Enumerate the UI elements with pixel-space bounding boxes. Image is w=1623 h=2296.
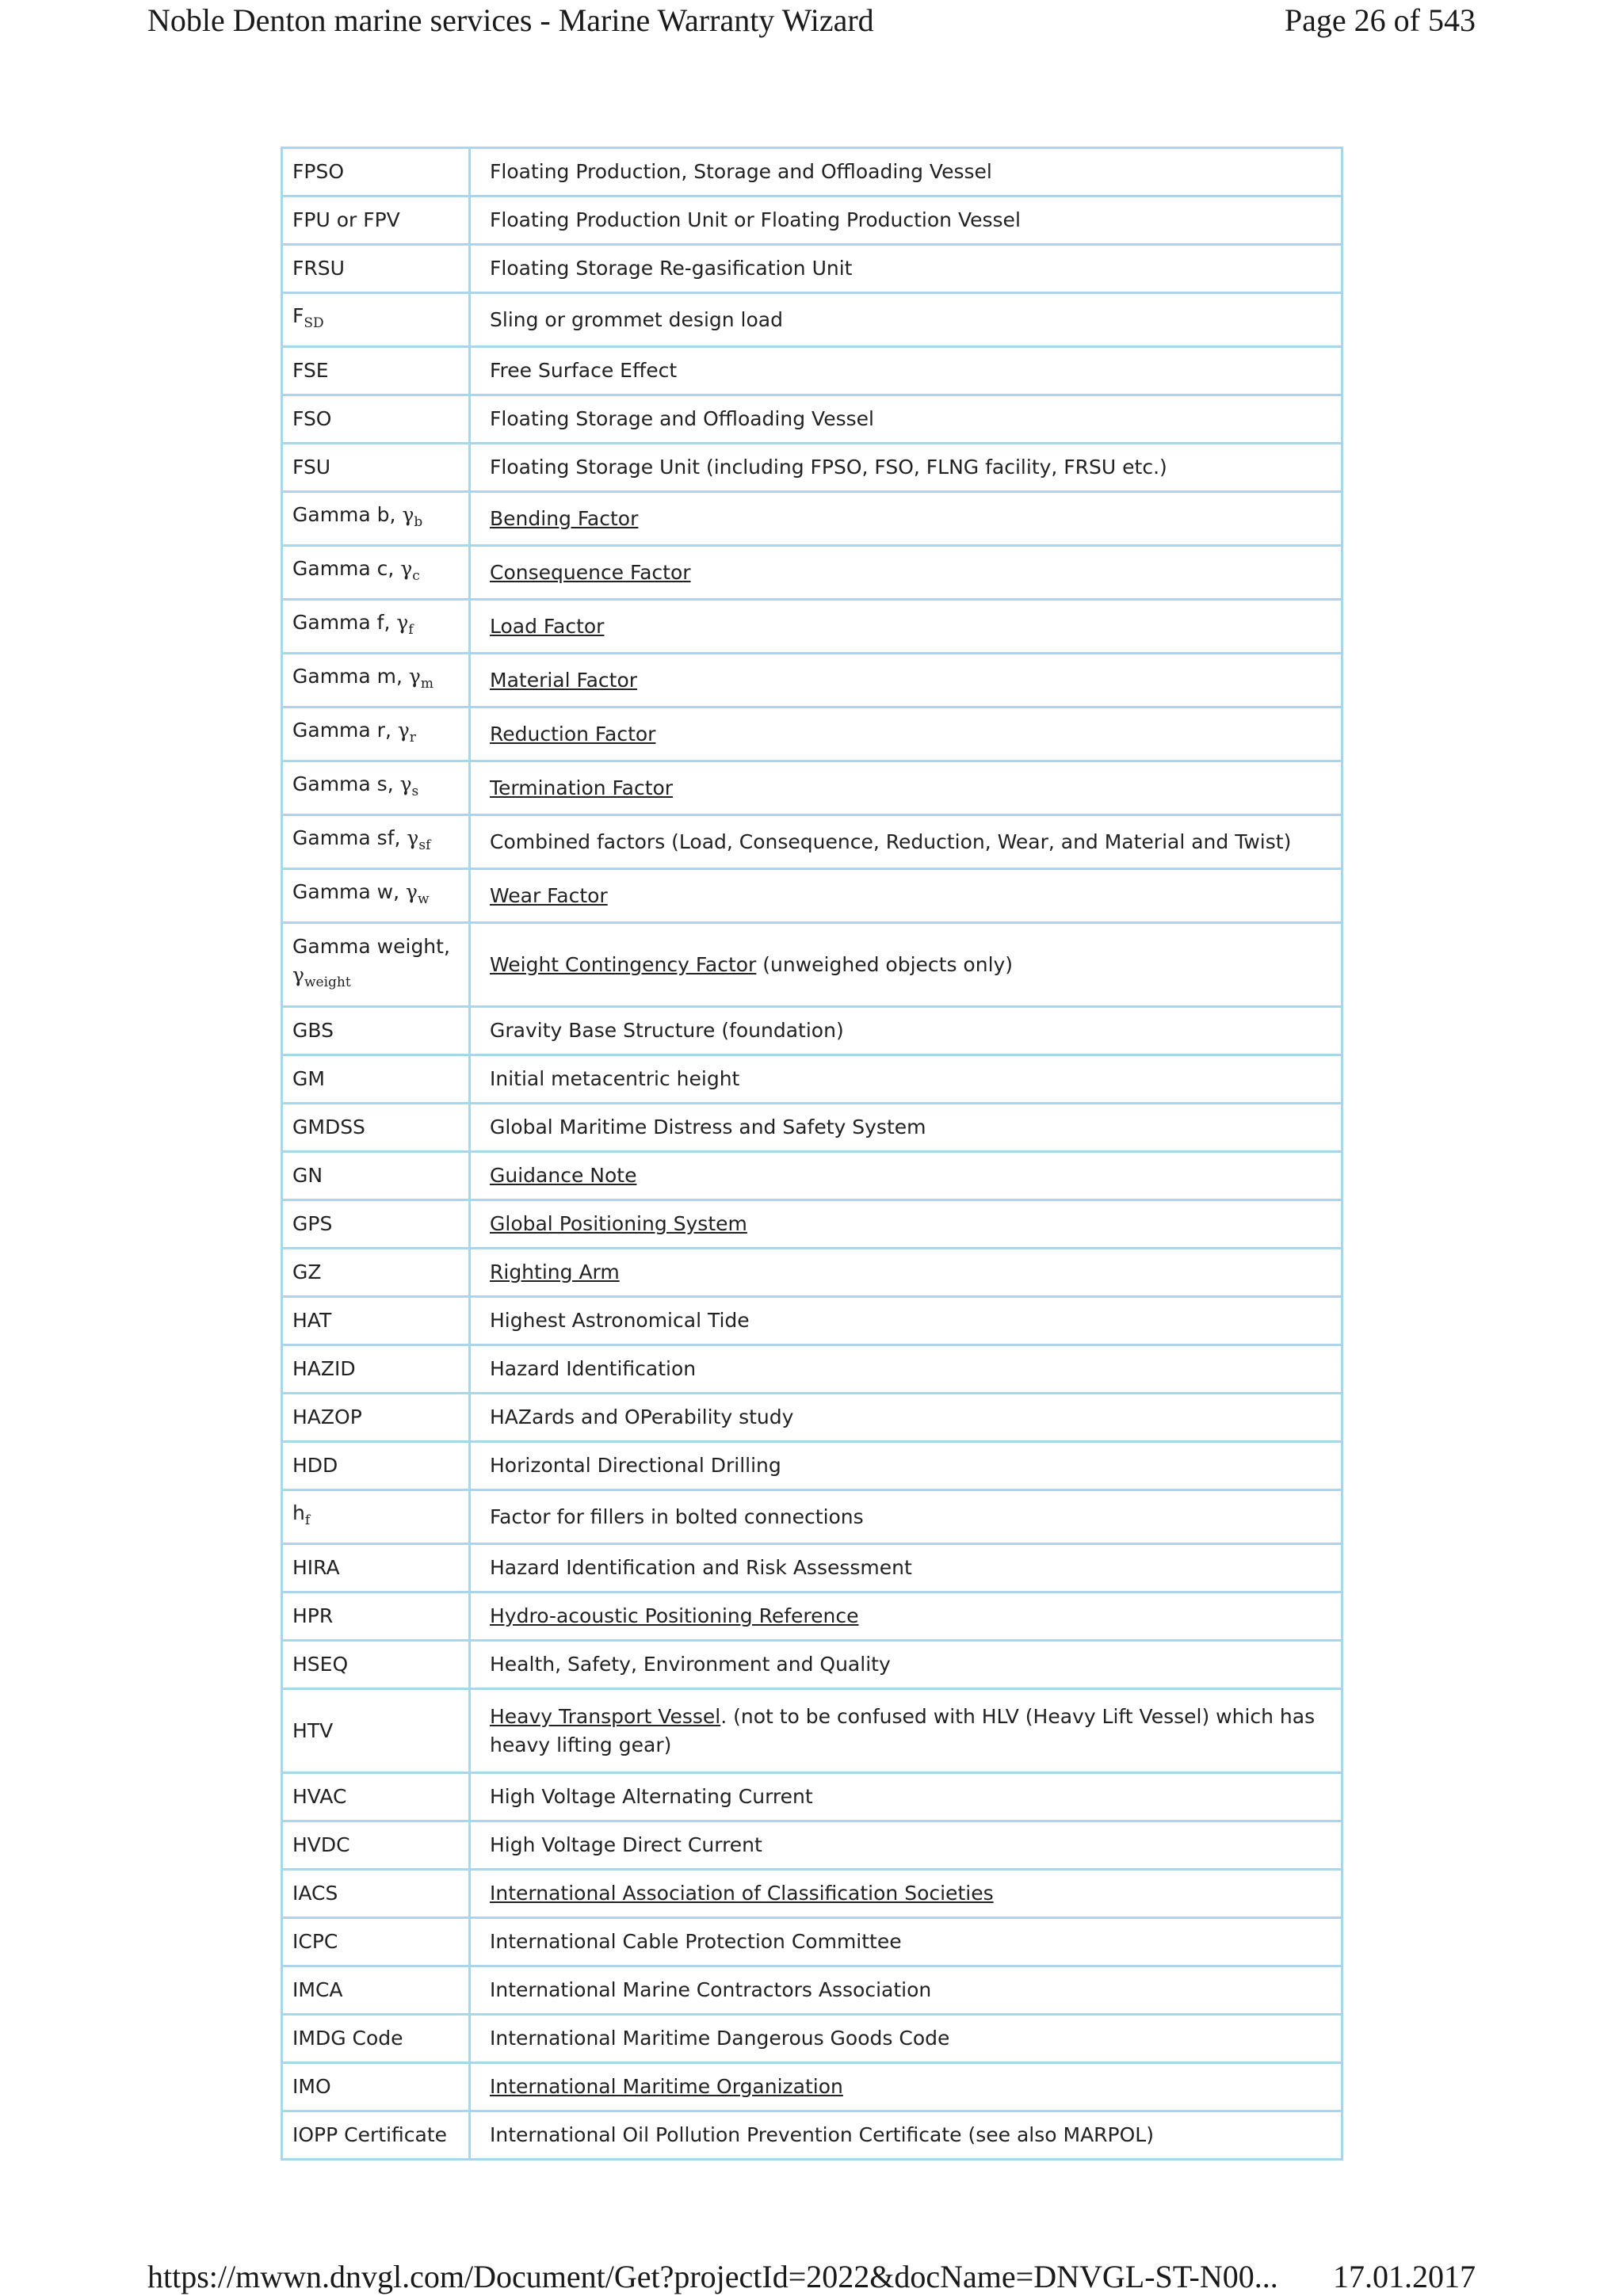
definition-cell — [470, 1007, 1342, 1055]
table-row — [282, 1345, 1342, 1394]
table-row — [282, 654, 1342, 707]
definition-cell — [470, 869, 1342, 923]
term-cell — [282, 2063, 470, 2111]
definition-cell — [470, 1689, 1342, 1773]
definition-cell — [470, 1966, 1342, 2015]
term-cell — [282, 293, 470, 347]
page-footer — [0, 2258, 1623, 2296]
term-text: HVAC — [292, 1785, 347, 1808]
table-row — [282, 1104, 1342, 1152]
glossary-table — [281, 147, 1343, 2161]
definition-cell — [470, 1152, 1342, 1200]
term-text: HDD — [292, 1454, 338, 1477]
table-row — [282, 1641, 1342, 1689]
definition-text: Global Maritime Distress and Safety System — [490, 1116, 926, 1138]
term-subscript: SD — [304, 315, 324, 331]
term-text: F — [292, 304, 304, 327]
term-text: Gamma s, — [292, 772, 400, 795]
definition-text: Floating Storage and Offloading Vessel — [490, 407, 874, 430]
table-row — [282, 707, 1342, 761]
term-text: IOPP Certificate — [292, 2123, 448, 2146]
definition-cell — [470, 1249, 1342, 1297]
definition-text: High Voltage Alternating Current — [490, 1785, 813, 1808]
definition-text: International Maritime Dangerous Goods Code — [490, 2027, 950, 2050]
gamma-symbol: γ — [396, 611, 409, 634]
table-row — [282, 444, 1342, 492]
term-text: GM — [292, 1067, 325, 1090]
definition-cell — [470, 2063, 1342, 2111]
term-cell — [282, 1104, 470, 1152]
table-row — [282, 1442, 1342, 1490]
term-text: FPU or FPV — [292, 208, 400, 231]
term-text: IMDG Code — [292, 2027, 403, 2050]
term-text: IMCA — [292, 1978, 343, 2001]
table-row — [282, 1821, 1342, 1870]
definition-cell — [470, 1297, 1342, 1345]
table-row — [282, 600, 1342, 654]
definition-text: Initial metacentric height — [490, 1067, 740, 1090]
term-text: HSEQ — [292, 1653, 349, 1676]
definition-cell — [470, 1490, 1342, 1544]
definition-text: Health, Safety, Environment and Quality — [490, 1653, 891, 1676]
term-text: ICPC — [292, 1930, 338, 1953]
term-text: Gamma weight, — [292, 935, 450, 958]
definition-cell — [470, 654, 1342, 707]
term-cell — [282, 492, 470, 546]
table-row — [282, 815, 1342, 869]
definition-link[interactable]: Bending Factor — [490, 506, 639, 530]
term-text: HPR — [292, 1604, 334, 1627]
term-cell — [282, 1200, 470, 1249]
page-number: Page 26 of 543 — [1284, 2, 1476, 38]
term-text: HIRA — [292, 1556, 340, 1579]
term-subscript: m — [420, 676, 433, 692]
table-row — [282, 347, 1342, 395]
definition-link[interactable]: Consequence Factor — [490, 560, 691, 584]
definition-cell — [470, 2111, 1342, 2160]
term-subscript: b — [414, 514, 423, 530]
table-row — [282, 1966, 1342, 2015]
table-row — [282, 2111, 1342, 2160]
page-header — [0, 0, 1623, 41]
term-text: Gamma sf, — [292, 826, 407, 849]
term-cell — [282, 1966, 470, 2015]
term-subscript: c — [412, 568, 420, 584]
definition-cell — [470, 196, 1342, 245]
definition-cell — [470, 444, 1342, 492]
table-row — [282, 1689, 1342, 1773]
term-text: Gamma m, — [292, 665, 409, 688]
term-cell — [282, 2015, 470, 2063]
term-cell — [282, 1641, 470, 1689]
term-text: HAZID — [292, 1357, 356, 1380]
gamma-symbol: γ — [407, 826, 419, 849]
term-subscript: f — [304, 1512, 311, 1528]
table-row — [282, 293, 1342, 347]
term-cell — [282, 1152, 470, 1200]
definition-text: Gravity Base Structure (foundation) — [490, 1019, 844, 1042]
term-cell — [282, 1394, 470, 1442]
definition-cell — [470, 1592, 1342, 1641]
definition-cell — [470, 1055, 1342, 1104]
definition-cell — [470, 600, 1342, 654]
definition-cell — [470, 1442, 1342, 1490]
table-row — [282, 492, 1342, 546]
definition-link[interactable]: Hydro-acoustic Positioning Reference — [490, 1604, 859, 1627]
term-cell — [282, 347, 470, 395]
definition-text: High Voltage Direct Current — [490, 1833, 762, 1856]
term-cell — [282, 707, 470, 761]
definition-cell — [470, 1544, 1342, 1592]
source-url: https://mwwn.dnvgl.com/Document/Get?projectId=2022&docName=DNVGL-ST-N00... — [147, 2259, 1278, 2294]
definition-cell — [470, 395, 1342, 444]
table-row — [282, 196, 1342, 245]
definition-text: Sling or grommet design load — [490, 307, 783, 331]
table-row — [282, 245, 1342, 293]
definition-cell — [470, 148, 1342, 196]
table-row — [282, 1152, 1342, 1200]
term-text: HVDC — [292, 1833, 350, 1856]
term-cell — [282, 1297, 470, 1345]
definition-link[interactable]: Load Factor — [490, 614, 605, 638]
table-row — [282, 761, 1342, 815]
term-text: Gamma r, — [292, 719, 398, 742]
term-cell — [282, 395, 470, 444]
definition-cell — [470, 1104, 1342, 1152]
gamma-symbol: γ — [292, 963, 304, 986]
term-subscript: sf — [418, 837, 431, 853]
definition-link[interactable]: Wear Factor — [490, 883, 608, 907]
definition-cell — [470, 1394, 1342, 1442]
definition-cell — [470, 2015, 1342, 2063]
gamma-symbol: γ — [397, 719, 410, 742]
term-cell — [282, 444, 470, 492]
table-row — [282, 546, 1342, 600]
definition-text: International Cable Protection Committee — [490, 1930, 902, 1953]
definition-text: Hazard Identification and Risk Assessment — [490, 1556, 912, 1579]
term-cell — [282, 2111, 470, 2160]
table-row — [282, 1055, 1342, 1104]
term-text: IACS — [292, 1882, 338, 1905]
definition-link[interactable]: Material Factor — [490, 668, 638, 692]
definition-link[interactable]: Heavy Transport Vessel — [490, 1704, 721, 1728]
definition-cell — [470, 1918, 1342, 1966]
table-row — [282, 2015, 1342, 2063]
definition-cell — [470, 245, 1342, 293]
definition-cell — [470, 1641, 1342, 1689]
term-cell — [282, 1249, 470, 1297]
table-row — [282, 1592, 1342, 1641]
term-cell — [282, 654, 470, 707]
term-cell — [282, 1689, 470, 1773]
definition-text: Combined factors (Load, Consequence, Reduction, Wear, and Material and Twist) — [490, 830, 1292, 853]
table-row — [282, 1870, 1342, 1918]
term-subscript: f — [408, 622, 414, 638]
term-cell — [282, 245, 470, 293]
term-cell — [282, 923, 470, 1007]
definition-link[interactable]: International Association of Classification Societies — [490, 1882, 994, 1905]
term-cell — [282, 546, 470, 600]
term-text: FSO — [292, 407, 332, 430]
term-cell — [282, 1055, 470, 1104]
term-text: GBS — [292, 1019, 334, 1042]
term-text: Gamma c, — [292, 557, 401, 580]
gamma-symbol: γ — [400, 557, 413, 580]
term-text: h — [292, 1501, 305, 1524]
term-text: GZ — [292, 1261, 322, 1283]
definition-link[interactable]: Global Positioning System — [490, 1212, 747, 1235]
term-text: FPSO — [292, 160, 345, 183]
table-row — [282, 1773, 1342, 1821]
table-row — [282, 1297, 1342, 1345]
table-row — [282, 1200, 1342, 1249]
term-cell — [282, 761, 470, 815]
definition-link[interactable]: Termination Factor — [490, 776, 674, 799]
table-row — [282, 1918, 1342, 1966]
term-cell — [282, 1592, 470, 1641]
definition-cell — [470, 707, 1342, 761]
definition-link[interactable]: International Maritime Organization — [490, 2075, 843, 2098]
definition-text: Horizontal Directional Drilling — [490, 1454, 781, 1477]
term-text: Gamma f, — [292, 611, 397, 634]
definition-cell — [470, 492, 1342, 546]
definition-cell — [470, 347, 1342, 395]
table-row — [282, 2063, 1342, 2111]
table-row — [282, 148, 1342, 196]
definition-text: Floating Production Unit or Floating Production Vessel — [490, 208, 1021, 231]
term-text: FSE — [292, 359, 329, 382]
definition-cell — [470, 1773, 1342, 1821]
table-row — [282, 1394, 1342, 1442]
document-title: Noble Denton marine services - Marine Warranty Wizard — [147, 2, 874, 38]
definition-text: Floating Storage Unit (including FPSO, FSO, FLNG facility, FRSU etc.) — [490, 456, 1167, 479]
print-date: 17.01.2017 — [1333, 2259, 1476, 2294]
definition-text: (unweighed objects only) — [756, 952, 1014, 976]
term-cell — [282, 1490, 470, 1544]
definition-link[interactable]: Reduction Factor — [490, 722, 656, 746]
term-cell — [282, 1442, 470, 1490]
term-cell — [282, 1821, 470, 1870]
gamma-symbol: γ — [408, 665, 421, 688]
term-subscript: s — [411, 784, 419, 799]
definition-cell — [470, 1200, 1342, 1249]
definition-text: International Marine Contractors Association — [490, 1978, 932, 2001]
table-row — [282, 1544, 1342, 1592]
term-cell — [282, 1918, 470, 1966]
definition-cell — [470, 293, 1342, 347]
gamma-symbol: γ — [399, 772, 412, 795]
definition-link[interactable]: Weight Contingency Factor — [490, 952, 757, 976]
definition-text: Highest Astronomical Tide — [490, 1309, 750, 1332]
definition-cell — [470, 546, 1342, 600]
table-row — [282, 1249, 1342, 1297]
term-cell — [282, 600, 470, 654]
definition-cell — [470, 761, 1342, 815]
term-cell — [282, 815, 470, 869]
term-text: HAT — [292, 1309, 332, 1332]
term-subscript: weight — [304, 974, 351, 990]
definition-text: Floating Production, Storage and Offloading Vessel — [490, 160, 992, 183]
term-text: FRSU — [292, 257, 345, 280]
table-row — [282, 395, 1342, 444]
term-text: IMO — [292, 2075, 331, 2098]
term-text: HAZOP — [292, 1405, 362, 1428]
term-text: GN — [292, 1164, 323, 1187]
term-text: Gamma w, — [292, 880, 407, 903]
term-text: HTV — [292, 1718, 334, 1742]
definition-text: International Oil Pollution Prevention Certificate (see also MARPOL) — [490, 2123, 1154, 2146]
table-row — [282, 1007, 1342, 1055]
term-cell — [282, 1870, 470, 1918]
definition-text: HAZards and OPerability study — [490, 1405, 794, 1428]
definition-text: Free Surface Effect — [490, 359, 678, 382]
term-subscript: r — [409, 730, 416, 746]
definition-link[interactable]: Righting Arm — [490, 1261, 620, 1283]
term-cell — [282, 869, 470, 923]
term-text: FSU — [292, 456, 331, 479]
gamma-symbol: γ — [406, 880, 418, 903]
term-cell — [282, 148, 470, 196]
definition-text: Floating Storage Re-gasification Unit — [490, 257, 853, 280]
definition-text: Hazard Identification — [490, 1357, 697, 1380]
term-subscript: w — [417, 891, 430, 907]
table-row — [282, 1490, 1342, 1544]
gamma-symbol: γ — [402, 503, 414, 526]
definition-cell — [470, 923, 1342, 1007]
term-cell — [282, 196, 470, 245]
term-cell — [282, 1544, 470, 1592]
term-text: GMDSS — [292, 1116, 365, 1138]
term-text: Gamma b, — [292, 503, 403, 526]
definition-cell — [470, 1821, 1342, 1870]
definition-cell — [470, 1870, 1342, 1918]
definition-text: . (not to be confused with HLV (Heavy Lift Vessel) which has heavy lifting gear) — [490, 1704, 1316, 1756]
definition-text: Factor for fillers in bolted connections — [490, 1505, 864, 1528]
term-cell — [282, 1345, 470, 1394]
definition-cell — [470, 815, 1342, 869]
term-text: GPS — [292, 1212, 333, 1235]
term-cell — [282, 1007, 470, 1055]
definition-link[interactable]: Guidance Note — [490, 1164, 637, 1187]
table-row — [282, 923, 1342, 1007]
term-cell — [282, 1773, 470, 1821]
table-row — [282, 869, 1342, 923]
definition-cell — [470, 1345, 1342, 1394]
